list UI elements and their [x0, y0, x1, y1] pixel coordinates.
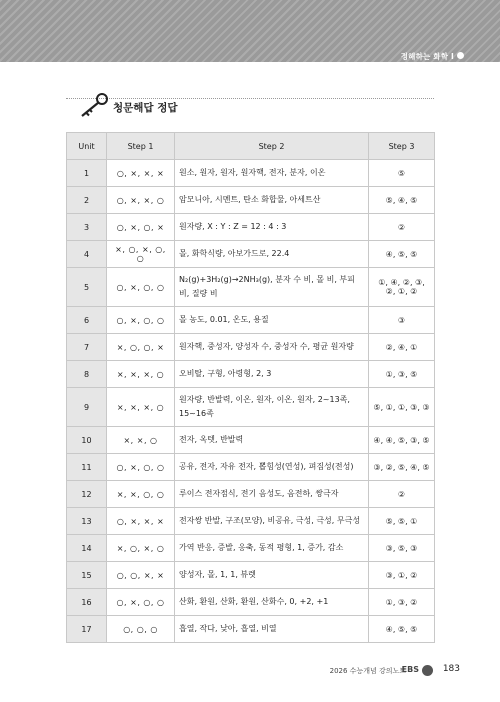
- cell-step3: ④, ⑤, ⑤: [369, 241, 435, 268]
- cell-step1: ○, ×, ×, ×: [107, 508, 175, 535]
- cell-unit: 2: [67, 187, 107, 214]
- cell-step3: ②: [369, 481, 435, 508]
- cell-step3: ⑤, ⑤, ①: [369, 508, 435, 535]
- cell-step3: ③, ①, ②: [369, 562, 435, 589]
- cell-step3: ③, ②, ⑤, ④, ⑤: [369, 454, 435, 481]
- cell-step2: 전자쌍 반발, 구조(모양), 비공유, 극성, 극성, 무극성: [175, 508, 369, 535]
- cell-unit: 13: [67, 508, 107, 535]
- cell-step3: ①, ③, ⑤: [369, 361, 435, 388]
- cell-step1: ○, ×, ○, ○: [107, 268, 175, 307]
- cell-step1: ×, ○, ×, ○, ○: [107, 241, 175, 268]
- table-row: [67, 454, 435, 481]
- cell-step1: ×, ×, ○: [107, 427, 175, 454]
- cell-step2: 흡열, 작다, 낮아, 흡열, 비열: [175, 616, 369, 643]
- cell-unit: 1: [67, 160, 107, 187]
- cell-step3: ⑤, ④, ⑤: [369, 187, 435, 214]
- cell-unit: 12: [67, 481, 107, 508]
- section-divider: [66, 98, 434, 99]
- column-header-step1: Step 1: [107, 133, 175, 160]
- page-number: 183: [442, 664, 460, 674]
- cell-step1: ×, ×, ×, ○: [107, 361, 175, 388]
- table-row: [67, 589, 435, 616]
- cell-step3: ③, ⑤, ③: [369, 535, 435, 562]
- cell-unit: 14: [67, 535, 107, 562]
- cell-step2: 공유, 전자, 자유 전자, 뽑힘성(연성), 펴짐성(전성): [175, 454, 369, 481]
- footer-book-title: 2026 수능개념 강의노트: [329, 667, 406, 675]
- cell-step1: ×, ×, ×, ○: [107, 388, 175, 427]
- column-header-step2: Step 2: [175, 133, 369, 160]
- header-dot-icon: [457, 52, 464, 59]
- table-row: [67, 268, 435, 307]
- table-header-row: [67, 133, 435, 160]
- cell-unit: 5: [67, 268, 107, 307]
- cell-step1: ○, ×, ○, ○: [107, 454, 175, 481]
- table-row: [67, 334, 435, 361]
- cell-step3: ④, ④, ⑤, ③, ⑤: [369, 427, 435, 454]
- cell-step3: ③: [369, 307, 435, 334]
- section-title: 청문해답 정답: [113, 102, 178, 114]
- cell-unit: 3: [67, 214, 107, 241]
- table-row: [67, 187, 435, 214]
- cell-step2: 원자핵, 중성자, 양성자 수, 중성자 수, 평균 원자량: [175, 334, 369, 361]
- cell-unit: 11: [67, 454, 107, 481]
- table-row: [67, 214, 435, 241]
- answer-table: [66, 132, 435, 643]
- cell-step2: 오비탈, 구형, 아령형, 2, 3: [175, 361, 369, 388]
- cell-step3: ④, ⑤, ⑤: [369, 616, 435, 643]
- cell-unit: 10: [67, 427, 107, 454]
- cell-step1: ○, ○, ○: [107, 616, 175, 643]
- cell-step1: ○, ×, ○, ○: [107, 589, 175, 616]
- table-row: [67, 307, 435, 334]
- cell-unit: 4: [67, 241, 107, 268]
- cell-step2: 가역 반응, 증발, 응축, 동적 평형, 1, 증가, 감소: [175, 535, 369, 562]
- cell-step3: ①, ③, ②: [369, 589, 435, 616]
- cell-step2: 전자, 옥텟, 반발력: [175, 427, 369, 454]
- table-row: [67, 562, 435, 589]
- cell-step1: ×, ○, ×, ○: [107, 535, 175, 562]
- cell-step2: 양성자, 몰, 1, 1, 뷰렛: [175, 562, 369, 589]
- cell-unit: 6: [67, 307, 107, 334]
- cell-step2: N₂(g)+3H₂(g)→2NH₃(g), 분자 수 비, 몰 비, 부피 비, 질량 비: [175, 268, 369, 307]
- cell-step2: 원자량, 반발력, 이온, 원자, 이온, 원자, 2~13족, 15~16족: [175, 388, 369, 427]
- cell-unit: 17: [67, 616, 107, 643]
- table-row: [67, 361, 435, 388]
- column-header-unit: Unit: [67, 133, 107, 160]
- cell-step1: ○, ×, ×, ×: [107, 160, 175, 187]
- table-row: [67, 508, 435, 535]
- table-row: [67, 160, 435, 187]
- cell-step1: ○, ×, ○, ○: [107, 307, 175, 334]
- cell-step1: ○, ×, ○, ×: [107, 214, 175, 241]
- key-icon: [76, 92, 110, 118]
- cell-unit: 7: [67, 334, 107, 361]
- column-header-step3: Step 3: [369, 133, 435, 160]
- table-row: [67, 535, 435, 562]
- cell-step2: 루이스 전자점식, 전기 음성도, 음전하, 쌍극자: [175, 481, 369, 508]
- answer-table-body: [67, 160, 435, 643]
- table-row: [67, 481, 435, 508]
- cell-step2: 암모니아, 시멘트, 탄소 화합물, 아세트산: [175, 187, 369, 214]
- cell-step1: ○, ×, ×, ○: [107, 187, 175, 214]
- cell-step1: ○, ○, ×, ×: [107, 562, 175, 589]
- cell-unit: 9: [67, 388, 107, 427]
- table-row: [67, 616, 435, 643]
- cell-unit: 16: [67, 589, 107, 616]
- table-row: [67, 388, 435, 427]
- cell-step3: ②, ④, ①: [369, 334, 435, 361]
- cell-step2: 원자량, X : Y : Z = 12 : 4 : 3: [175, 214, 369, 241]
- header-label: 정해하는 화학 I: [400, 52, 454, 61]
- cell-step3: ①, ④, ②, ③, ②, ①, ②: [369, 268, 435, 307]
- footer-badge-icon: [422, 665, 433, 676]
- cell-step3: ⑤: [369, 160, 435, 187]
- cell-step2: 몰 농도, 0.01, 온도, 용질: [175, 307, 369, 334]
- cell-step3: ②: [369, 214, 435, 241]
- cell-step2: 몰, 화학식량, 아보가드로, 22.4: [175, 241, 369, 268]
- table-row: [67, 427, 435, 454]
- cell-step2: 원소, 원자, 원자, 원자핵, 전자, 분자, 이온: [175, 160, 369, 187]
- cell-step1: ×, ○, ○, ×: [107, 334, 175, 361]
- cell-step2: 산화, 환원, 산화, 환원, 산화수, 0, +2, +1: [175, 589, 369, 616]
- table-row: [67, 241, 435, 268]
- footer-logo: EBS: [401, 665, 419, 674]
- cell-step3: ⑤, ①, ①, ③, ③: [369, 388, 435, 427]
- cell-step1: ×, ×, ○, ○: [107, 481, 175, 508]
- cell-unit: 15: [67, 562, 107, 589]
- cell-unit: 8: [67, 361, 107, 388]
